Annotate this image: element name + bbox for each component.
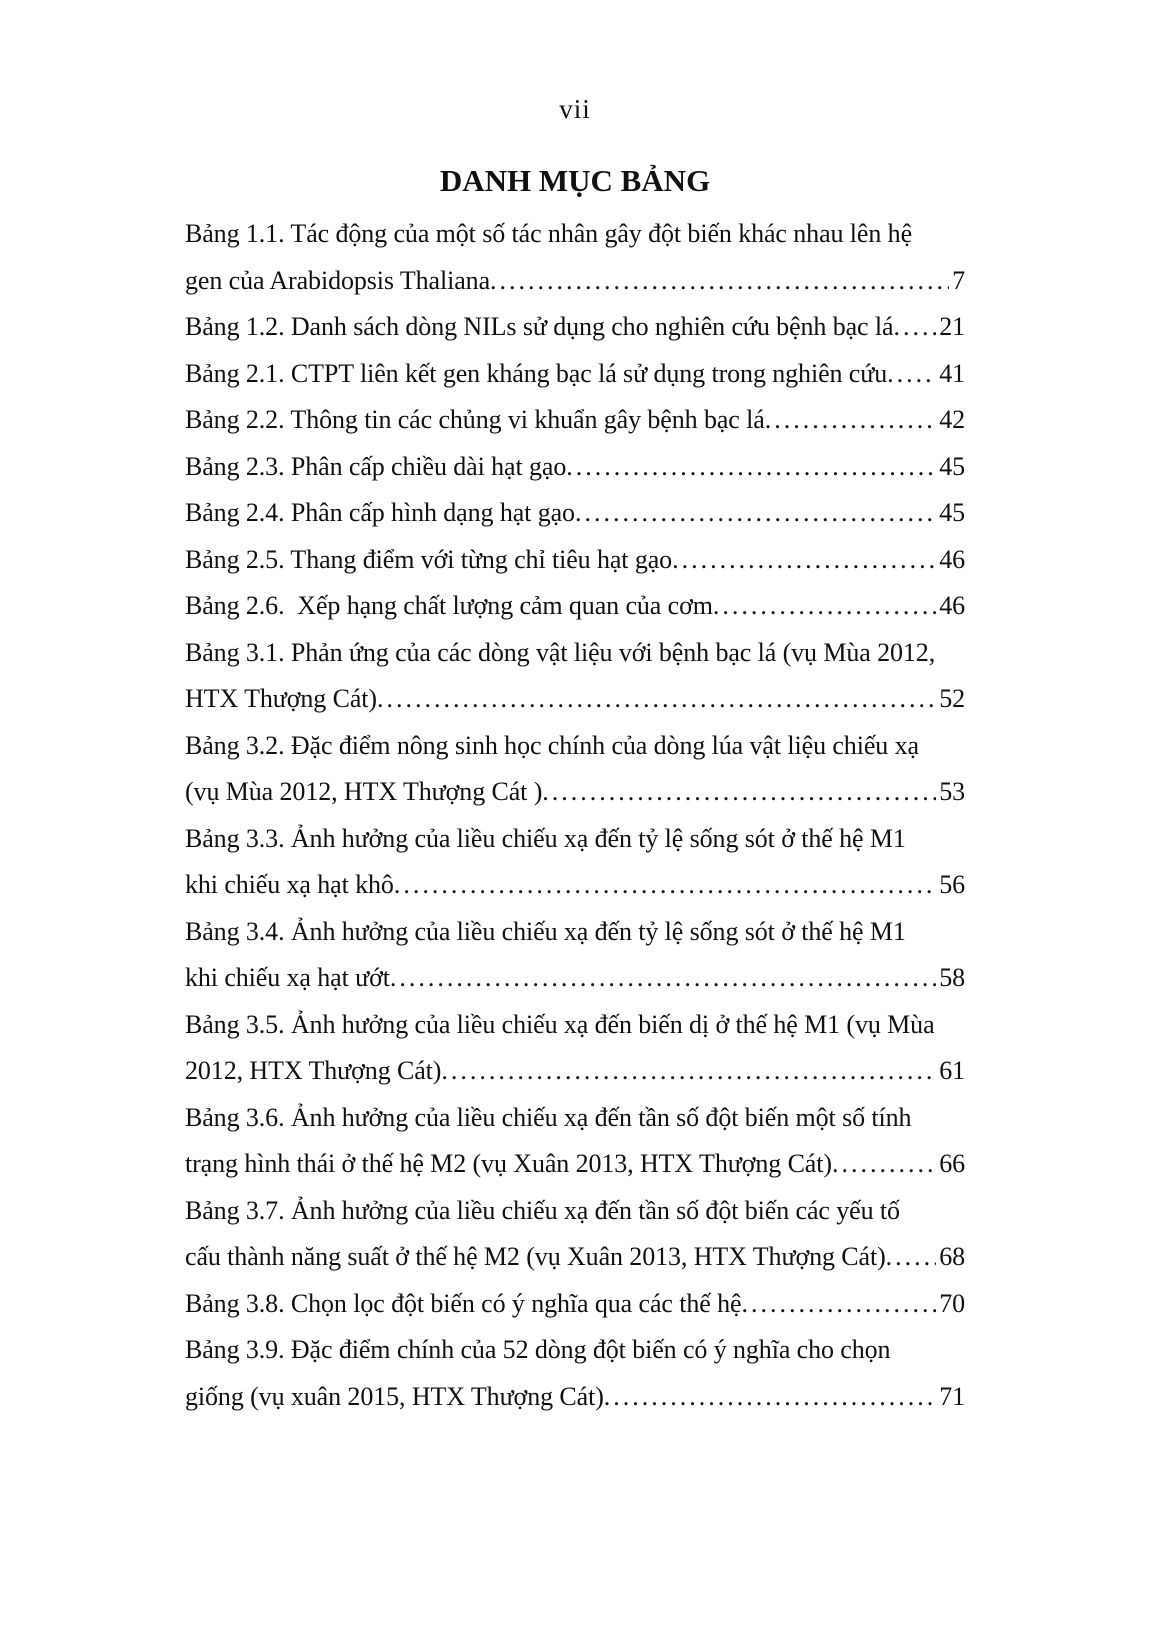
toc-entry-line — [185, 304, 965, 351]
toc-entry-text: Bảng 3.1. Phản ứng của các dòng vật liệu với bệnh bạc lá (vụ Mùa 2012, — [185, 637, 936, 667]
toc-entry — [185, 723, 965, 816]
dot-leader — [887, 351, 936, 398]
toc-entry — [185, 1002, 965, 1095]
toc-entry — [185, 351, 965, 398]
toc-entry-text: gen của Arabidopsis Thaliana — [185, 265, 491, 295]
page-number: vii — [559, 94, 591, 124]
toc-entry-line — [185, 1281, 965, 1328]
toc-entry — [185, 211, 965, 304]
toc-entry-text: Bảng 3.4. Ảnh hưởng của liều chiếu xạ đến tỷ lệ sống sót ở thế hệ M1 — [185, 916, 906, 946]
toc-entry-text: Bảng 1.2. Danh sách dòng NILs sử dụng cho nghiên cứu bệnh bạc lá — [185, 312, 894, 341]
text-block — [185, 0, 965, 1420]
toc-entry-line — [185, 862, 965, 909]
dot-leader — [741, 1281, 936, 1328]
toc-page-number: 70 — [939, 1288, 965, 1318]
toc-entry — [185, 304, 965, 351]
dot-leader — [566, 444, 936, 491]
dot-leader — [377, 676, 936, 723]
toc-entry — [185, 537, 965, 584]
toc-entry-text: Bảng 2.3. Phân cấp chiều dài hạt gạo — [185, 451, 567, 481]
toc-page-number: 45 — [939, 498, 965, 527]
toc-entry-text: Bảng 3.9. Đặc điểm chính của 52 dòng đột biến có ý nghĩa cho chọn — [185, 1335, 891, 1364]
toc-entry — [185, 1281, 965, 1328]
toc-page-number: 68 — [939, 1242, 965, 1271]
dot-leader — [604, 1374, 936, 1421]
toc-entry-text: Bảng 3.8. Chọn lọc đột biến có ý nghĩa qua các thế hệ — [185, 1288, 742, 1318]
toc-page-number: 45 — [939, 451, 965, 481]
toc-entry-line — [185, 955, 965, 1002]
toc-entry-line — [185, 258, 965, 305]
toc-page-number: 56 — [939, 870, 965, 899]
toc-entry-line — [185, 630, 965, 677]
dot-leader — [672, 537, 936, 584]
toc-entry-line — [185, 1327, 965, 1374]
page-title: DANH MỤC BẢNG — [439, 163, 711, 198]
toc-entry-text: 2012, HTX Thượng Cát) — [185, 1056, 442, 1085]
toc-entry-text: Bảng 2.6. Xếp hạng chất lượng cảm quan của cơm — [185, 591, 713, 620]
toc-page-number: 46 — [939, 591, 965, 620]
toc-entry-line — [185, 676, 965, 723]
toc-entry-text: HTX Thượng Cát) — [185, 684, 377, 713]
toc-entry — [185, 490, 965, 537]
toc-entry — [185, 1095, 965, 1188]
dot-leader — [542, 769, 936, 816]
toc-entry-text: Bảng 3.3. Ảnh hưởng của liều chiếu xạ đến tỷ lệ sống sót ở thế hệ M1 — [185, 823, 906, 853]
toc-entry-line — [185, 909, 965, 956]
toc-entry-line — [185, 1234, 965, 1281]
toc-entry-line — [185, 444, 965, 491]
toc-page-number: 42 — [939, 405, 965, 434]
toc-page-number: 58 — [939, 963, 965, 992]
toc-entry-line — [185, 1002, 965, 1049]
toc-page-number: 71 — [939, 1381, 965, 1411]
toc-entry-line — [185, 351, 965, 398]
toc-entry — [185, 816, 965, 909]
toc-entry-line — [185, 397, 965, 444]
toc-entry-line — [185, 583, 965, 630]
toc-entry — [185, 1327, 965, 1420]
toc-page-number: 53 — [939, 777, 965, 806]
dot-leader — [394, 862, 936, 909]
dot-leader — [390, 955, 936, 1002]
toc-page-number: 66 — [939, 1149, 965, 1178]
toc-entry-line — [185, 1188, 965, 1235]
toc-entry-text: giống (vụ xuân 2015, HTX Thượng Cát) — [185, 1381, 604, 1411]
toc-entry — [185, 444, 965, 491]
toc-entry-text: Bảng 2.5. Thang điểm với từng chỉ tiêu hạt gạo — [185, 544, 673, 574]
dot-leader — [490, 258, 949, 305]
toc-entry — [185, 397, 965, 444]
dot-leader — [441, 1048, 936, 1095]
dot-leader — [713, 583, 936, 630]
toc-entry-text: (vụ Mùa 2012, HTX Thượng Cát ) — [185, 777, 543, 806]
toc-entry-text: Bảng 3.7. Ảnh hưởng của liều chiếu xạ đến tần số đột biến các yếu tố — [185, 1195, 900, 1225]
toc-page-number: 52 — [939, 684, 965, 713]
toc-entry — [185, 909, 965, 1002]
toc-page-number: 41 — [939, 358, 965, 388]
toc-entry-line — [185, 1374, 965, 1421]
toc-entry-text: Bảng 3.2. Đặc điểm nông sinh học chính của dòng lúa vật liệu chiếu xạ — [185, 730, 919, 760]
toc-entry-line — [185, 490, 965, 537]
table-of-contents — [185, 211, 965, 1420]
toc-entry-text: Bảng 3.6. Ảnh hưởng của liều chiếu xạ đến tần số đột biến một số tính — [185, 1102, 912, 1132]
toc-entry — [185, 1188, 965, 1281]
toc-entry-text: khi chiếu xạ hạt ướt — [185, 963, 390, 992]
toc-entry-text: Bảng 2.1. CTPT liên kết gen kháng bạc lá sử dụng trong nghiên cứu — [185, 358, 888, 388]
toc-page-number: 46 — [939, 544, 965, 574]
toc-entry — [185, 630, 965, 723]
toc-entry — [185, 583, 965, 630]
toc-entry-line — [185, 1141, 965, 1188]
dot-leader — [765, 397, 936, 444]
toc-page-number: 61 — [939, 1056, 965, 1085]
toc-entry-text: trạng hình thái ở thế hệ M2 (vụ Xuân 2013, HTX Thượng Cát) — [185, 1149, 832, 1178]
toc-entry-text: Bảng 1.1. Tác động của một số tác nhân gây đột biến khác nhau lên hệ — [185, 219, 913, 248]
toc-page-number: 7 — [952, 265, 965, 295]
toc-entry-line — [185, 769, 965, 816]
toc-entry-line — [185, 1095, 965, 1142]
toc-entry-text: Bảng 2.4. Phân cấp hình dạng hạt gạo — [185, 498, 575, 527]
toc-entry-line — [185, 537, 965, 584]
toc-entry-line — [185, 723, 965, 770]
dot-leader — [886, 1234, 937, 1281]
dot-leader — [575, 490, 936, 537]
toc-entry-line — [185, 211, 965, 258]
toc-entry-line — [185, 816, 965, 863]
toc-entry-text: Bảng 2.2. Thông tin các chủng vi khuẩn gây bệnh bạc lá — [185, 405, 765, 434]
dot-leader — [893, 304, 936, 351]
toc-entry-text: Bảng 3.5. Ảnh hưởng của liều chiếu xạ đến biến dị ở thế hệ M1 (vụ Mùa — [185, 1009, 935, 1039]
dot-leader — [832, 1141, 936, 1188]
toc-entry-text: khi chiếu xạ hạt khô — [185, 870, 394, 899]
toc-entry-text: cấu thành năng suất ở thế hệ M2 (vụ Xuân 2013, HTX Thượng Cát) — [185, 1242, 886, 1271]
toc-entry-line — [185, 1048, 965, 1095]
toc-page-number: 21 — [939, 312, 965, 341]
